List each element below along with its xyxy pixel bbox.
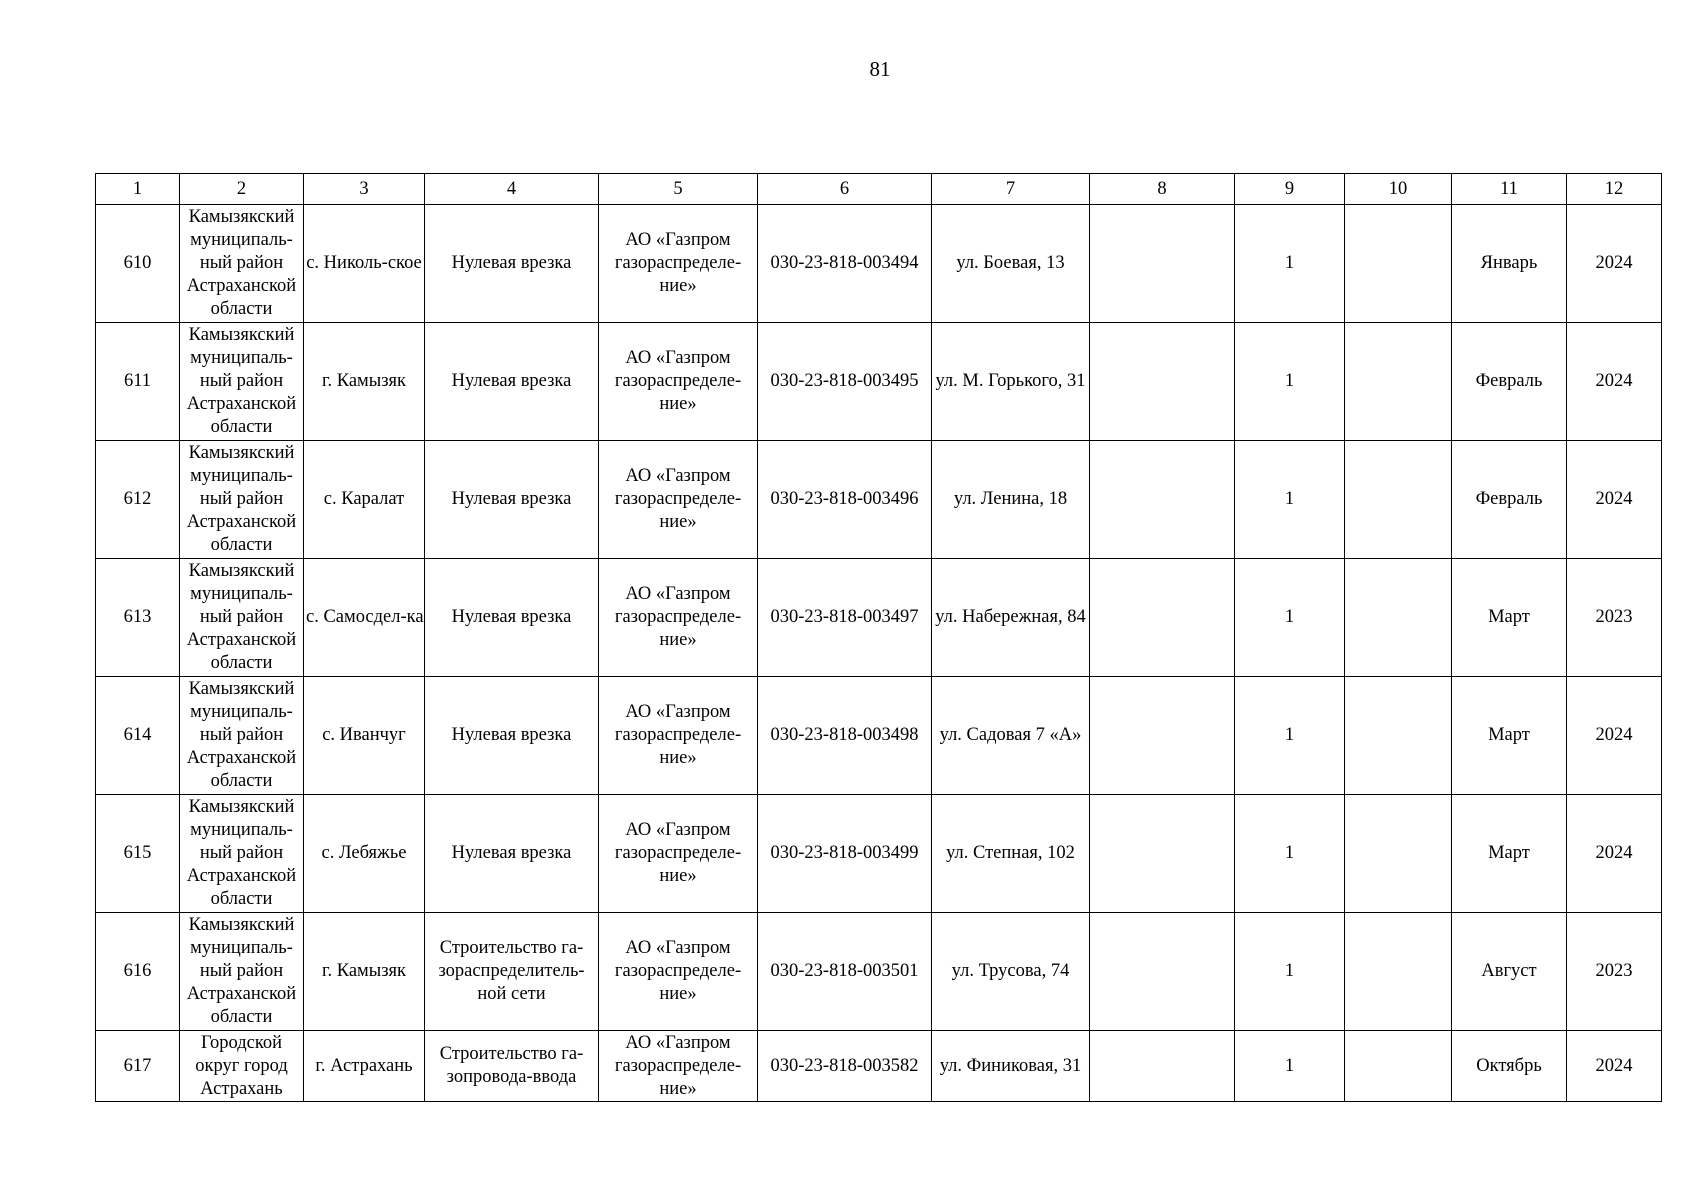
count-cell: 1 <box>1235 677 1345 795</box>
month-cell: Август <box>1452 913 1567 1031</box>
page-number: 81 <box>869 57 891 81</box>
col10-cell <box>1345 1031 1452 1102</box>
table-row <box>96 205 1662 323</box>
organization-cell: АО «Газпром газораспределе-ние» <box>599 441 758 559</box>
month-cell: Март <box>1452 559 1567 677</box>
district-cell: Камызякский муниципаль-ный район Астраханской области <box>180 559 304 677</box>
address-cell: ул. Ленина, 18 <box>932 441 1090 559</box>
column-header: 9 <box>1235 174 1345 205</box>
code-cell: 030-23-818-003495 <box>758 323 932 441</box>
row-number: 610 <box>96 205 180 323</box>
count-cell: 1 <box>1235 795 1345 913</box>
column-header: 3 <box>304 174 425 205</box>
table-row <box>96 677 1662 795</box>
table-row <box>96 323 1662 441</box>
organization-cell: АО «Газпром газораспределе-ние» <box>599 205 758 323</box>
year-cell: 2023 <box>1567 913 1662 1031</box>
count-cell: 1 <box>1235 323 1345 441</box>
year-cell: 2024 <box>1567 205 1662 323</box>
row-number: 614 <box>96 677 180 795</box>
address-cell: ул. Трусова, 74 <box>932 913 1090 1031</box>
col10-cell <box>1345 559 1452 677</box>
table-row <box>96 441 1662 559</box>
row-number: 613 <box>96 559 180 677</box>
district-cell: Камызякский муниципаль-ный район Астраханской области <box>180 795 304 913</box>
col8-cell <box>1090 205 1235 323</box>
header-row <box>96 174 1662 205</box>
year-cell: 2024 <box>1567 441 1662 559</box>
locality-cell: г. Камызяк <box>304 913 425 1031</box>
column-header: 1 <box>96 174 180 205</box>
column-header: 2 <box>180 174 304 205</box>
column-header: 4 <box>425 174 599 205</box>
col8-cell <box>1090 913 1235 1031</box>
district-cell: Камызякский муниципаль-ный район Астраханской области <box>180 323 304 441</box>
data-table <box>95 173 1662 1102</box>
work-type-cell: Нулевая врезка <box>425 559 599 677</box>
table-row <box>96 795 1662 913</box>
organization-cell: АО «Газпром газораспределе-ние» <box>599 559 758 677</box>
locality-cell: г. Астрахань <box>304 1031 425 1102</box>
work-type-cell: Строительство га-зораспределитель-ной сети <box>425 913 599 1031</box>
address-cell: ул. М. Горького, 31 <box>932 323 1090 441</box>
month-cell: Январь <box>1452 205 1567 323</box>
col8-cell <box>1090 677 1235 795</box>
year-cell: 2023 <box>1567 559 1662 677</box>
code-cell: 030-23-818-003501 <box>758 913 932 1031</box>
month-cell: Март <box>1452 795 1567 913</box>
organization-cell: АО «Газпром газораспределе-ние» <box>599 1031 758 1102</box>
count-cell: 1 <box>1235 441 1345 559</box>
locality-cell: с. Каралат <box>304 441 425 559</box>
work-type-cell: Нулевая врезка <box>425 323 599 441</box>
col10-cell <box>1345 795 1452 913</box>
locality-cell: с. Николь-ское <box>304 205 425 323</box>
table-row <box>96 1031 1662 1102</box>
code-cell: 030-23-818-003582 <box>758 1031 932 1102</box>
col8-cell <box>1090 795 1235 913</box>
year-cell: 2024 <box>1567 1031 1662 1102</box>
organization-cell: АО «Газпром газораспределе-ние» <box>599 323 758 441</box>
district-cell: Камызякский муниципаль-ный район Астраханской области <box>180 441 304 559</box>
organization-cell: АО «Газпром газораспределе-ние» <box>599 913 758 1031</box>
col10-cell <box>1345 205 1452 323</box>
address-cell: ул. Садовая 7 «А» <box>932 677 1090 795</box>
row-number: 611 <box>96 323 180 441</box>
month-cell: Март <box>1452 677 1567 795</box>
column-header: 7 <box>932 174 1090 205</box>
column-header: 12 <box>1567 174 1662 205</box>
address-cell: ул. Набережная, 84 <box>932 559 1090 677</box>
col10-cell <box>1345 323 1452 441</box>
district-cell: Камызякский муниципаль-ный район Астраханской области <box>180 913 304 1031</box>
work-type-cell: Нулевая врезка <box>425 205 599 323</box>
year-cell: 2024 <box>1567 795 1662 913</box>
count-cell: 1 <box>1235 205 1345 323</box>
address-cell: ул. Степная, 102 <box>932 795 1090 913</box>
locality-cell: с. Иванчуг <box>304 677 425 795</box>
row-number: 617 <box>96 1031 180 1102</box>
month-cell: Февраль <box>1452 323 1567 441</box>
work-type-cell: Нулевая врезка <box>425 677 599 795</box>
locality-cell: г. Камызяк <box>304 323 425 441</box>
col8-cell <box>1090 559 1235 677</box>
locality-cell: с. Лебяжье <box>304 795 425 913</box>
col10-cell <box>1345 677 1452 795</box>
column-header: 5 <box>599 174 758 205</box>
table-row <box>96 559 1662 677</box>
work-type-cell: Строительство га-зопровода-ввода <box>425 1031 599 1102</box>
col8-cell <box>1090 441 1235 559</box>
year-cell: 2024 <box>1567 323 1662 441</box>
col8-cell <box>1090 1031 1235 1102</box>
column-header: 6 <box>758 174 932 205</box>
year-cell: 2024 <box>1567 677 1662 795</box>
count-cell: 1 <box>1235 913 1345 1031</box>
count-cell: 1 <box>1235 559 1345 677</box>
district-cell: Камызякский муниципаль-ный район Астраханской области <box>180 677 304 795</box>
column-header: 10 <box>1345 174 1452 205</box>
col10-cell <box>1345 913 1452 1031</box>
address-cell: ул. Боевая, 13 <box>932 205 1090 323</box>
work-type-cell: Нулевая врезка <box>425 441 599 559</box>
district-cell: Городской округ город Астрахань <box>180 1031 304 1102</box>
district-cell: Камызякский муниципаль-ный район Астраханской области <box>180 205 304 323</box>
work-type-cell: Нулевая врезка <box>425 795 599 913</box>
count-cell: 1 <box>1235 1031 1345 1102</box>
address-cell: ул. Финиковая, 31 <box>932 1031 1090 1102</box>
row-number: 612 <box>96 441 180 559</box>
table-row <box>96 913 1662 1031</box>
code-cell: 030-23-818-003499 <box>758 795 932 913</box>
col10-cell <box>1345 441 1452 559</box>
column-header: 11 <box>1452 174 1567 205</box>
code-cell: 030-23-818-003498 <box>758 677 932 795</box>
col8-cell <box>1090 323 1235 441</box>
locality-cell: с. Самосдел-ка <box>304 559 425 677</box>
organization-cell: АО «Газпром газораспределе-ние» <box>599 795 758 913</box>
code-cell: 030-23-818-003494 <box>758 205 932 323</box>
row-number: 615 <box>96 795 180 913</box>
organization-cell: АО «Газпром газораспределе-ние» <box>599 677 758 795</box>
month-cell: Февраль <box>1452 441 1567 559</box>
row-number: 616 <box>96 913 180 1031</box>
code-cell: 030-23-818-003496 <box>758 441 932 559</box>
column-header: 8 <box>1090 174 1235 205</box>
code-cell: 030-23-818-003497 <box>758 559 932 677</box>
month-cell: Октябрь <box>1452 1031 1567 1102</box>
